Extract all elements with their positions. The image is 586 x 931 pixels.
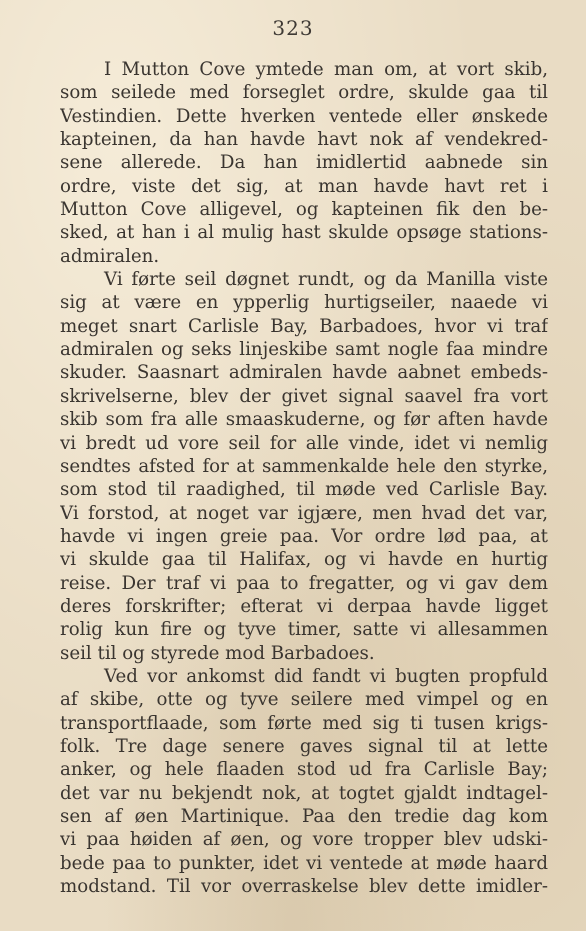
text-line: Mutton Cove alligevel, og kapteinen fik den be- (60, 199, 548, 221)
text-line: meget snart Carlisle Bay, Barbadoes, hvor vi traf (60, 315, 548, 337)
text-line: vi paa høiden af øen, og vore tropper blev udski- (60, 829, 548, 851)
text-line: sked, at han i al mulig hast skulde opsøge stations- (60, 222, 548, 244)
text-line: af skibe, otte og tyve seilere med vimpel og en (60, 689, 548, 711)
text-line: skuder. Saasnart admiralen havde aabnet embeds- (60, 362, 548, 384)
text-line: vi skulde gaa til Halifax, og vi havde en hurtig (60, 549, 548, 571)
text-line: deres forskrifter; efterat vi derpaa havde ligget (60, 595, 548, 617)
text-line: som seilede med forseglet ordre, skulde gaa til (60, 82, 548, 104)
text-line: folk. Tre dage senere gaves signal til at lette (60, 735, 548, 757)
text-line: skib som fra alle smaaskuderne, og før aften havde (60, 409, 548, 431)
text-line: sen af øen Martinique. Paa den tredie dag kom (60, 806, 548, 827)
text-line: anker, og hele flaaden stod ud fra Carlisle Bay; (60, 759, 548, 781)
text-line: admiralen og seks linjeskibe samt nogle faa mindre (60, 339, 548, 361)
text-line: bede paa to punkter, idet vi ventede at møde haard (60, 852, 548, 874)
text-line: I Mutton Cove ymtede man om, at vort skib, (104, 59, 548, 80)
text-line: rolig kun fire og tyve timer, satte vi allesammen (60, 619, 548, 641)
text-line: havde vi ingen greie paa. Vor ordre lød paa, at (60, 525, 548, 547)
text-line: reise. Der traf vi paa to fregatter, og vi gav dem (60, 572, 548, 594)
text-line: kapteinen, da han havde havt nok af vendekred- (60, 129, 548, 151)
page-number: 323 (272, 16, 314, 40)
text-line: Vi førte seil døgnet rundt, og da Manilla viste (104, 269, 548, 291)
text-line: seil til og styrede mod Barbadoes. (60, 642, 375, 664)
text-line: transportflaade, som førte med sig ti tusen krigs- (60, 712, 548, 734)
text-line: modstand. Til vor overraskelse blev dette imidler- (60, 876, 548, 898)
text-line: sene allerede. Da han imidlertid aabnede sin (60, 152, 548, 174)
body-text (60, 58, 548, 898)
text-line: admiralen. (60, 245, 160, 267)
text-line: Ved vor ankomst did fandt vi bugten propfuld (104, 665, 548, 687)
text-line: ordre, viste det sig, at man havde havt ret i (60, 175, 548, 197)
paragraph-1 (60, 58, 548, 268)
text-line: sendtes afsted for at sammenkalde hele den styrke, (60, 455, 548, 477)
text-line: skrivelserne, blev der givet signal saavel fra vort (60, 385, 548, 407)
text-line: Vi forstod, at noget var igjære, men hvad det var, (60, 502, 548, 524)
paragraph-2 (60, 268, 548, 665)
text-line: som stod til raadighed, til møde ved Carlisle Bay. (60, 479, 548, 501)
text-line: vi bredt ud vore seil for alle vinde, idet vi nemlig (60, 432, 548, 454)
text-line: det var nu bekjendt nok, at togtet gjaldt indtagel- (60, 782, 548, 804)
text-line: sig at være en ypperlig hurtigseiler, naaede vi (60, 292, 548, 314)
paragraph-3 (60, 665, 548, 898)
text-line: Vestindien. Dette hverken ventede eller ønskede (60, 105, 548, 127)
